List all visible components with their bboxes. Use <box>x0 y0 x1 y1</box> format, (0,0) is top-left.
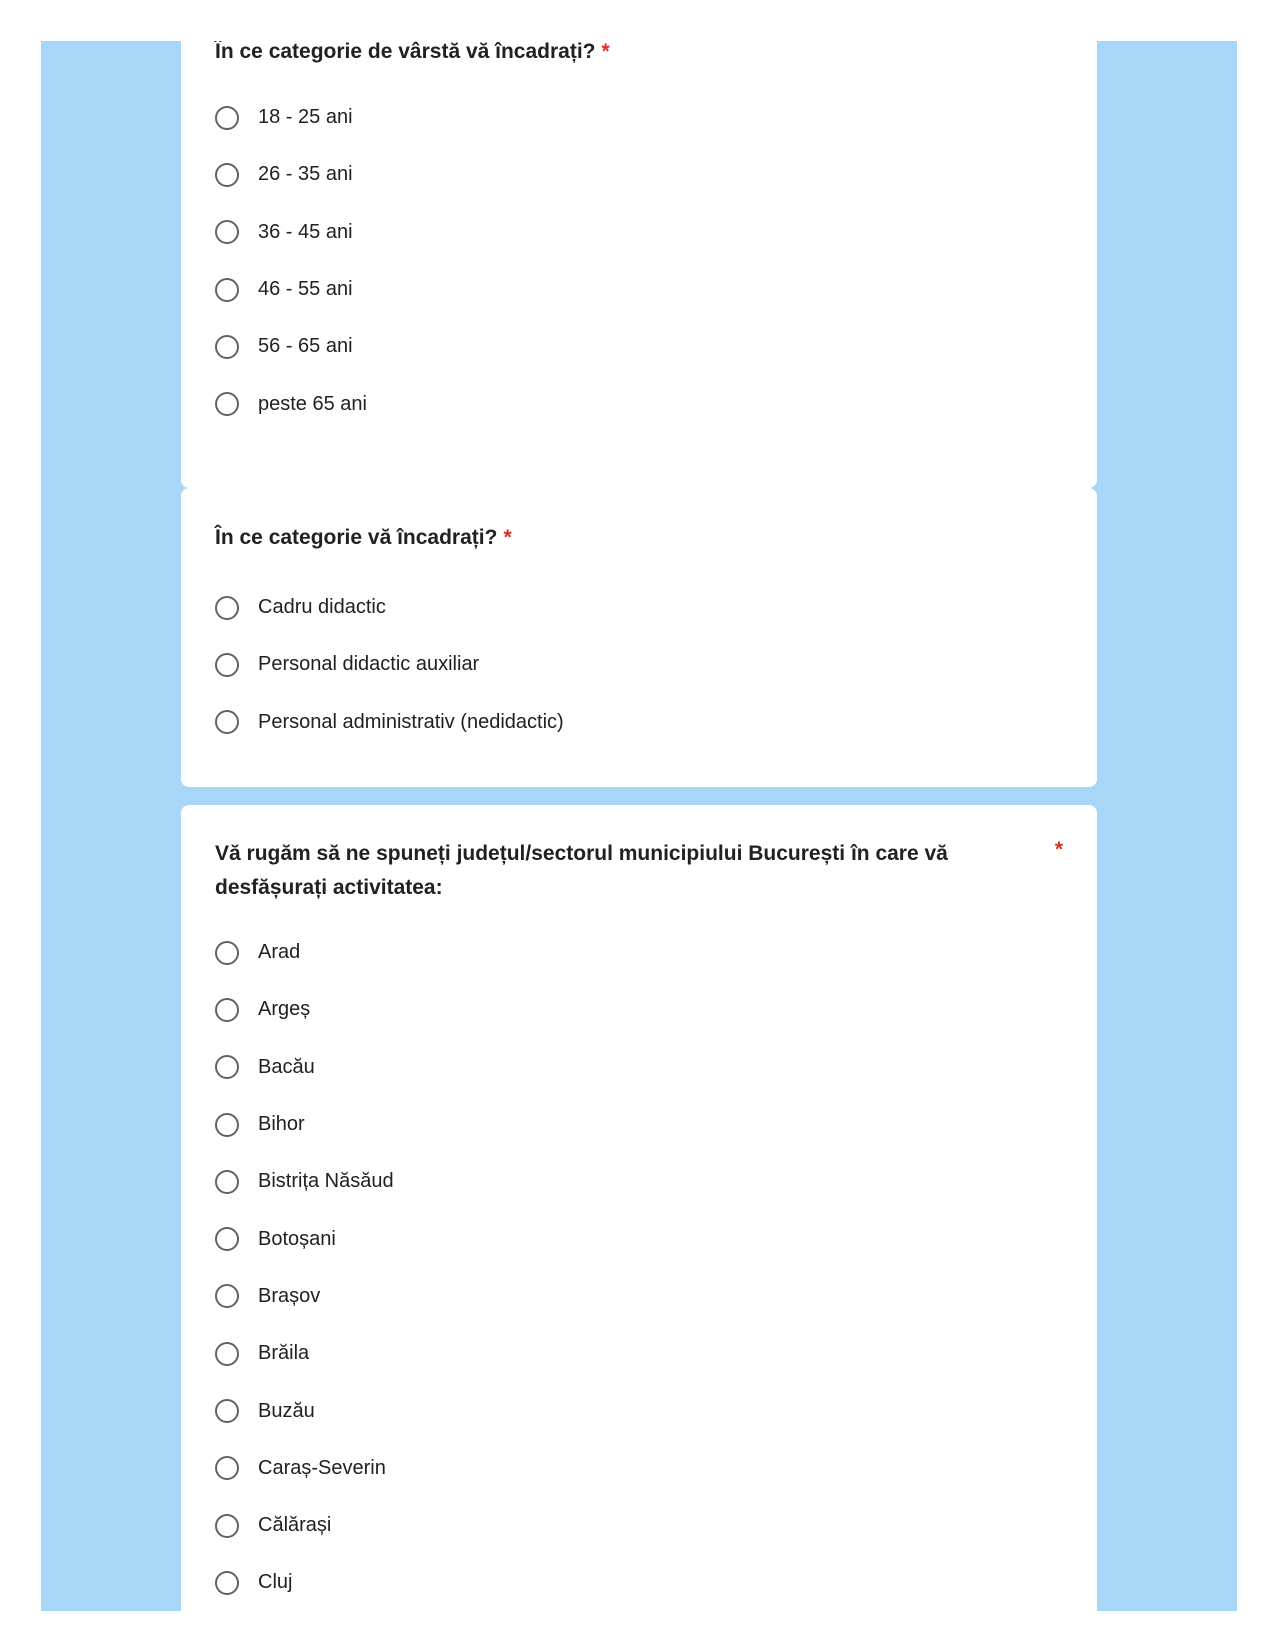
radio-button[interactable] <box>215 998 239 1022</box>
radio-option[interactable] <box>215 1039 1063 1096</box>
radio-option[interactable] <box>215 1554 1063 1611</box>
radio-option-label: Brăila <box>258 1342 310 1365</box>
radio-button[interactable] <box>215 1170 239 1194</box>
radio-option-label: 36 - 45 ani <box>258 220 353 243</box>
radio-option-label: Buzău <box>258 1399 315 1422</box>
radio-button[interactable] <box>215 1456 239 1480</box>
radio-option-label: 26 - 35 ani <box>258 163 353 186</box>
question-title-category <box>215 521 1063 555</box>
radio-button[interactable] <box>215 392 239 416</box>
question-title-text: În ce categorie de vârstă vă încadrați? <box>215 41 596 63</box>
required-asterisk: * <box>1054 838 1063 861</box>
radio-button[interactable] <box>215 1514 239 1538</box>
required-asterisk: * <box>503 526 512 549</box>
radio-option-label: Cluj <box>258 1571 293 1594</box>
radio-option[interactable] <box>215 924 1063 981</box>
question-card-county <box>181 805 1097 1611</box>
radio-option-label: Călărași <box>258 1514 332 1537</box>
radio-button[interactable] <box>215 1055 239 1079</box>
question-title-text: În ce categorie vă încadrați? <box>215 526 498 549</box>
radio-button[interactable] <box>215 220 239 244</box>
radio-option[interactable] <box>215 1382 1063 1439</box>
radio-button[interactable] <box>215 106 239 130</box>
required-asterisk: * <box>601 41 610 63</box>
radio-option[interactable] <box>215 579 1063 636</box>
question-title-county <box>215 837 1063 905</box>
radio-button[interactable] <box>215 596 239 620</box>
radio-option[interactable] <box>215 146 1063 203</box>
radio-group-county <box>215 924 1063 1611</box>
form-viewport <box>41 41 1237 1611</box>
radio-option-label: 46 - 55 ani <box>258 278 353 301</box>
radio-option-label: Cadru didactic <box>258 596 386 619</box>
radio-group-category <box>215 579 1063 751</box>
radio-option[interactable] <box>215 636 1063 693</box>
radio-option-label: 56 - 65 ani <box>258 335 353 358</box>
radio-option-label: Bacău <box>258 1055 315 1078</box>
radio-option-label: Caraș-Severin <box>258 1456 386 1479</box>
radio-option[interactable] <box>215 318 1063 375</box>
radio-option[interactable] <box>215 89 1063 146</box>
radio-button[interactable] <box>215 941 239 965</box>
radio-button[interactable] <box>215 1399 239 1423</box>
radio-button[interactable] <box>215 1227 239 1251</box>
question-title-age <box>215 41 1063 69</box>
radio-button[interactable] <box>215 1571 239 1595</box>
radio-option-label: Bistrița Năsăud <box>258 1170 394 1193</box>
radio-button[interactable] <box>215 1284 239 1308</box>
question-title-text: Vă rugăm să ne spuneți județul/sectorul municipiului București în care vă desfășurați activitatea: <box>215 842 948 899</box>
radio-button[interactable] <box>215 1113 239 1137</box>
radio-button[interactable] <box>215 710 239 734</box>
radio-option[interactable] <box>215 1153 1063 1210</box>
radio-option-label: Botoșani <box>258 1227 336 1250</box>
radio-option-label: peste 65 ani <box>258 392 367 415</box>
radio-option[interactable] <box>215 375 1063 432</box>
question-card-category <box>181 488 1097 787</box>
radio-option-label: Brașov <box>258 1284 321 1307</box>
radio-option[interactable] <box>215 1096 1063 1153</box>
radio-option[interactable] <box>215 694 1063 751</box>
radio-group-age <box>215 89 1063 433</box>
radio-option[interactable] <box>215 1268 1063 1325</box>
radio-button[interactable] <box>215 163 239 187</box>
radio-option[interactable] <box>215 1210 1063 1267</box>
radio-button[interactable] <box>215 335 239 359</box>
radio-option-label: Arad <box>258 941 301 964</box>
radio-option[interactable] <box>215 204 1063 261</box>
radio-option-label: Personal administrativ (nedidactic) <box>258 710 564 733</box>
radio-option-label: Argeș <box>258 998 311 1021</box>
radio-button[interactable] <box>215 653 239 677</box>
radio-option[interactable] <box>215 981 1063 1038</box>
radio-option-label: Personal didactic auxiliar <box>258 653 480 676</box>
radio-button[interactable] <box>215 1342 239 1366</box>
radio-option-label: 18 - 25 ani <box>258 106 353 129</box>
radio-option[interactable] <box>215 1497 1063 1554</box>
radio-option-label: Bihor <box>258 1113 305 1136</box>
radio-option[interactable] <box>215 261 1063 318</box>
question-card-age <box>181 41 1097 488</box>
radio-option[interactable] <box>215 1325 1063 1382</box>
radio-button[interactable] <box>215 278 239 302</box>
radio-option[interactable] <box>215 1440 1063 1497</box>
